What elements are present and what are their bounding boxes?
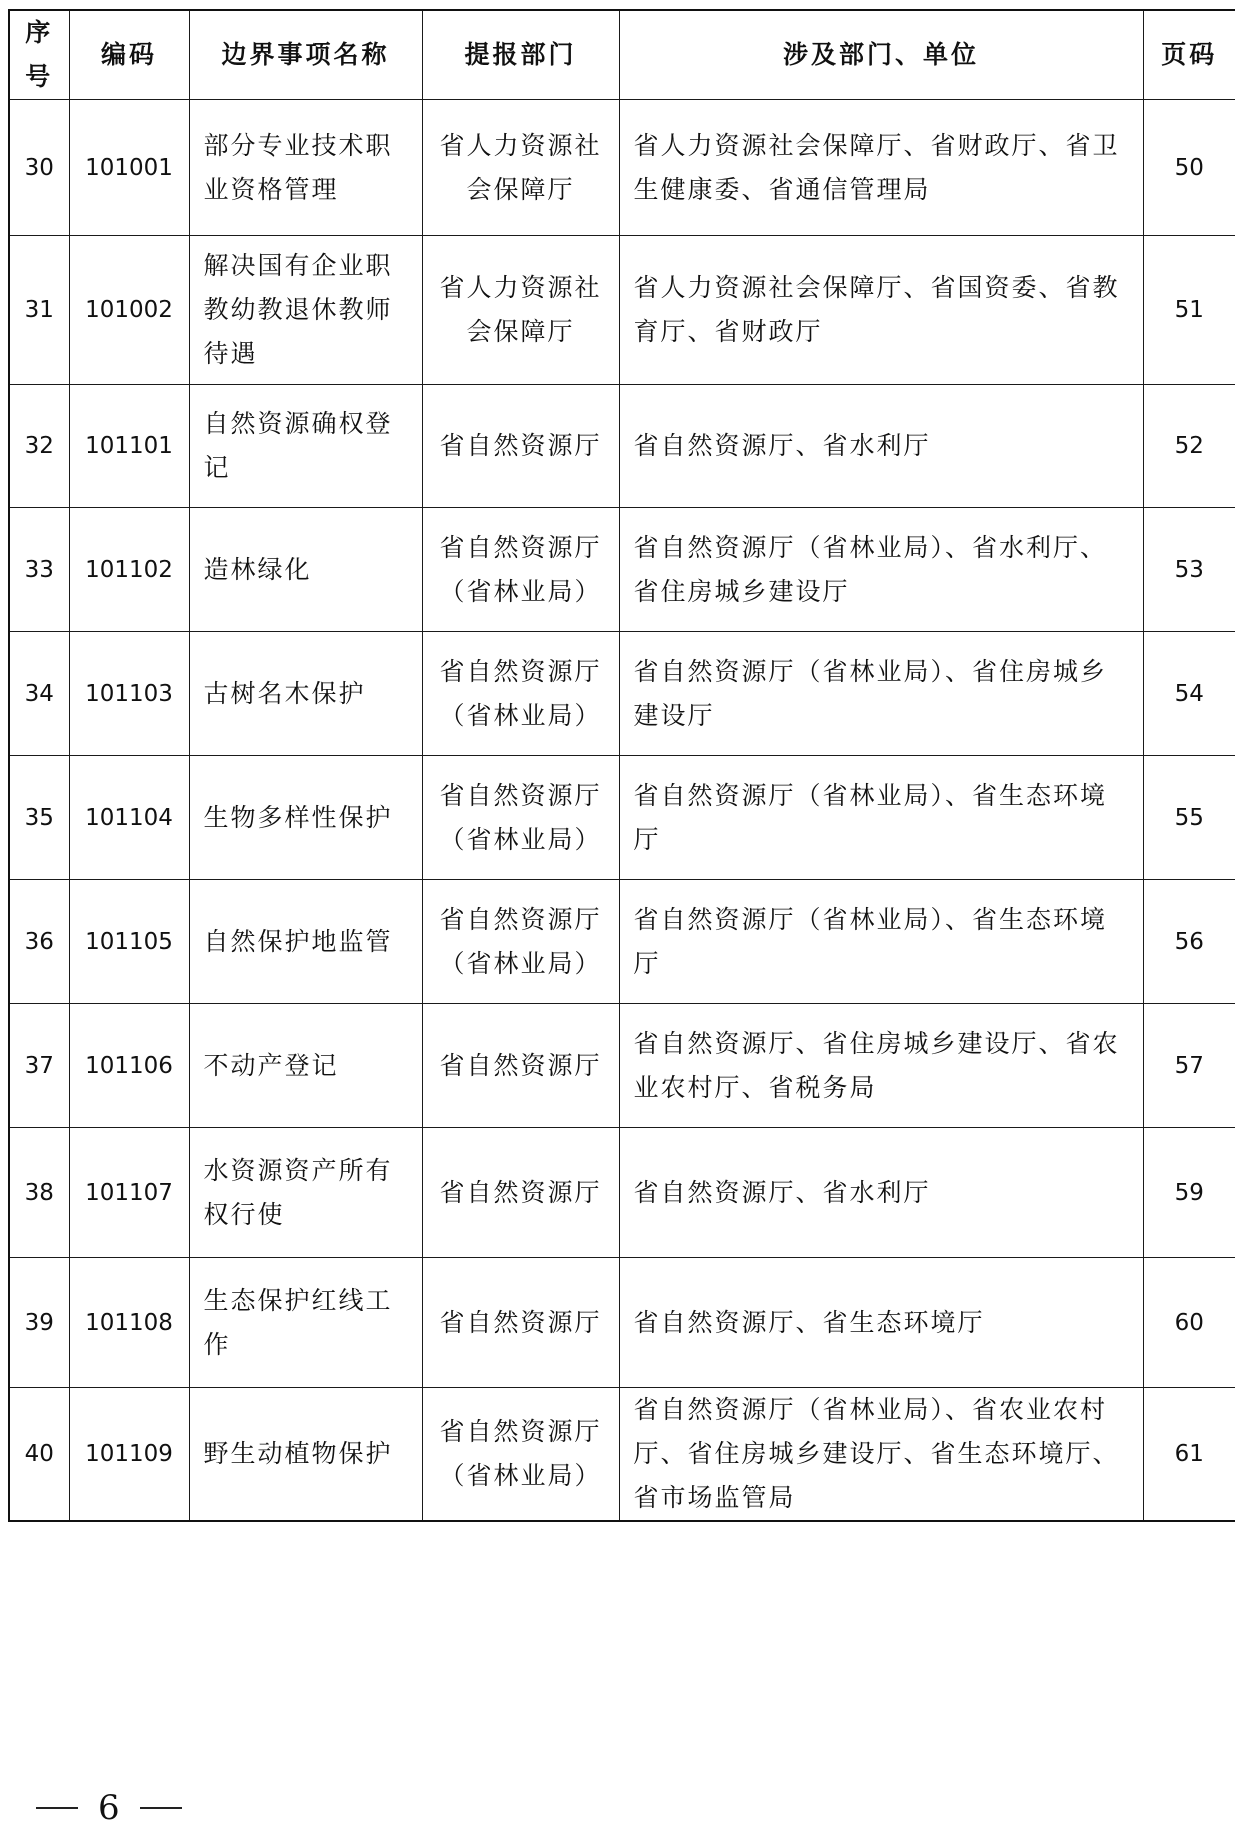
cell-page: 57 xyxy=(1143,1004,1235,1128)
cell-dept: 省自然资源厅 xyxy=(422,385,619,508)
cell-name: 水资源资产所有权行使 xyxy=(189,1128,422,1258)
footer-dash-right xyxy=(140,1807,182,1809)
cell-code: 101002 xyxy=(69,236,189,385)
boundary-items-table xyxy=(8,9,1235,1522)
header-name: 边界事项名称 xyxy=(189,10,422,100)
cell-num: 36 xyxy=(9,880,69,1004)
cell-dept: 省人力资源社会保障厅 xyxy=(422,100,619,236)
cell-dept: 省自然资源厅（省林业局） xyxy=(422,1388,619,1522)
cell-num: 30 xyxy=(9,100,69,236)
cell-page: 55 xyxy=(1143,756,1235,880)
cell-code: 101103 xyxy=(69,632,189,756)
cell-involved: 省人力资源社会保障厅、省财政厅、省卫生健康委、省通信管理局 xyxy=(619,100,1143,236)
header-page: 页码 xyxy=(1143,10,1235,100)
cell-dept: 省自然资源厅（省林业局） xyxy=(422,880,619,1004)
table-row xyxy=(9,1388,1235,1522)
cell-dept: 省自然资源厅（省林业局） xyxy=(422,632,619,756)
cell-page: 61 xyxy=(1143,1388,1235,1522)
cell-involved: 省自然资源厅（省林业局）、省农业农村厅、省住房城乡建设厅、省生态环境厅、省市场监管局 xyxy=(619,1388,1143,1522)
cell-page: 51 xyxy=(1143,236,1235,385)
cell-code: 101108 xyxy=(69,1258,189,1388)
cell-dept: 省自然资源厅 xyxy=(422,1258,619,1388)
header-num: 序号 xyxy=(9,10,69,100)
cell-involved: 省自然资源厅、省生态环境厅 xyxy=(619,1258,1143,1388)
cell-page: 59 xyxy=(1143,1128,1235,1258)
cell-code: 101106 xyxy=(69,1004,189,1128)
table-row xyxy=(9,1258,1235,1388)
table-header-row xyxy=(9,10,1235,100)
cell-page: 60 xyxy=(1143,1258,1235,1388)
cell-page: 54 xyxy=(1143,632,1235,756)
cell-involved: 省自然资源厅（省林业局）、省水利厅、省住房城乡建设厅 xyxy=(619,508,1143,632)
cell-num: 32 xyxy=(9,385,69,508)
table-row xyxy=(9,100,1235,236)
table-row xyxy=(9,880,1235,1004)
cell-dept: 省人力资源社会保障厅 xyxy=(422,236,619,385)
cell-page: 52 xyxy=(1143,385,1235,508)
cell-num: 35 xyxy=(9,756,69,880)
cell-name: 解决国有企业职教幼教退休教师待遇 xyxy=(189,236,422,385)
page-footer xyxy=(36,1788,182,1828)
cell-code: 101102 xyxy=(69,508,189,632)
cell-num: 40 xyxy=(9,1388,69,1522)
footer-dash-left xyxy=(36,1807,78,1809)
cell-code: 101107 xyxy=(69,1128,189,1258)
cell-name: 生态保护红线工作 xyxy=(189,1258,422,1388)
cell-name: 自然保护地监管 xyxy=(189,880,422,1004)
cell-name: 造林绿化 xyxy=(189,508,422,632)
cell-name: 野生动植物保护 xyxy=(189,1388,422,1522)
cell-dept: 省自然资源厅 xyxy=(422,1128,619,1258)
cell-num: 38 xyxy=(9,1128,69,1258)
cell-num: 37 xyxy=(9,1004,69,1128)
cell-involved: 省自然资源厅（省林业局）、省生态环境厅 xyxy=(619,880,1143,1004)
cell-dept: 省自然资源厅（省林业局） xyxy=(422,756,619,880)
cell-involved: 省自然资源厅（省林业局）、省住房城乡建设厅 xyxy=(619,632,1143,756)
cell-num: 34 xyxy=(9,632,69,756)
cell-involved: 省自然资源厅、省水利厅 xyxy=(619,385,1143,508)
cell-name: 生物多样性保护 xyxy=(189,756,422,880)
table-row xyxy=(9,1128,1235,1258)
page-number: 6 xyxy=(98,1788,120,1828)
cell-page: 50 xyxy=(1143,100,1235,236)
cell-involved: 省自然资源厅、省住房城乡建设厅、省农业农村厅、省税务局 xyxy=(619,1004,1143,1128)
cell-page: 56 xyxy=(1143,880,1235,1004)
cell-involved: 省人力资源社会保障厅、省国资委、省教育厅、省财政厅 xyxy=(619,236,1143,385)
cell-num: 31 xyxy=(9,236,69,385)
cell-code: 101001 xyxy=(69,100,189,236)
table-row xyxy=(9,756,1235,880)
cell-name: 古树名木保护 xyxy=(189,632,422,756)
cell-code: 101105 xyxy=(69,880,189,1004)
table-row xyxy=(9,236,1235,385)
cell-num: 33 xyxy=(9,508,69,632)
cell-involved: 省自然资源厅（省林业局）、省生态环境厅 xyxy=(619,756,1143,880)
cell-dept: 省自然资源厅 xyxy=(422,1004,619,1128)
cell-code: 101101 xyxy=(69,385,189,508)
table-row xyxy=(9,508,1235,632)
table-row xyxy=(9,385,1235,508)
cell-code: 101104 xyxy=(69,756,189,880)
table-row xyxy=(9,632,1235,756)
cell-code: 101109 xyxy=(69,1388,189,1522)
cell-dept: 省自然资源厅（省林业局） xyxy=(422,508,619,632)
cell-name: 部分专业技术职业资格管理 xyxy=(189,100,422,236)
cell-page: 53 xyxy=(1143,508,1235,632)
header-involved: 涉及部门、单位 xyxy=(619,10,1143,100)
cell-name: 自然资源确权登记 xyxy=(189,385,422,508)
cell-involved: 省自然资源厅、省水利厅 xyxy=(619,1128,1143,1258)
cell-name: 不动产登记 xyxy=(189,1004,422,1128)
header-dept: 提报部门 xyxy=(422,10,619,100)
header-code: 编码 xyxy=(69,10,189,100)
cell-num: 39 xyxy=(9,1258,69,1388)
table-row xyxy=(9,1004,1235,1128)
